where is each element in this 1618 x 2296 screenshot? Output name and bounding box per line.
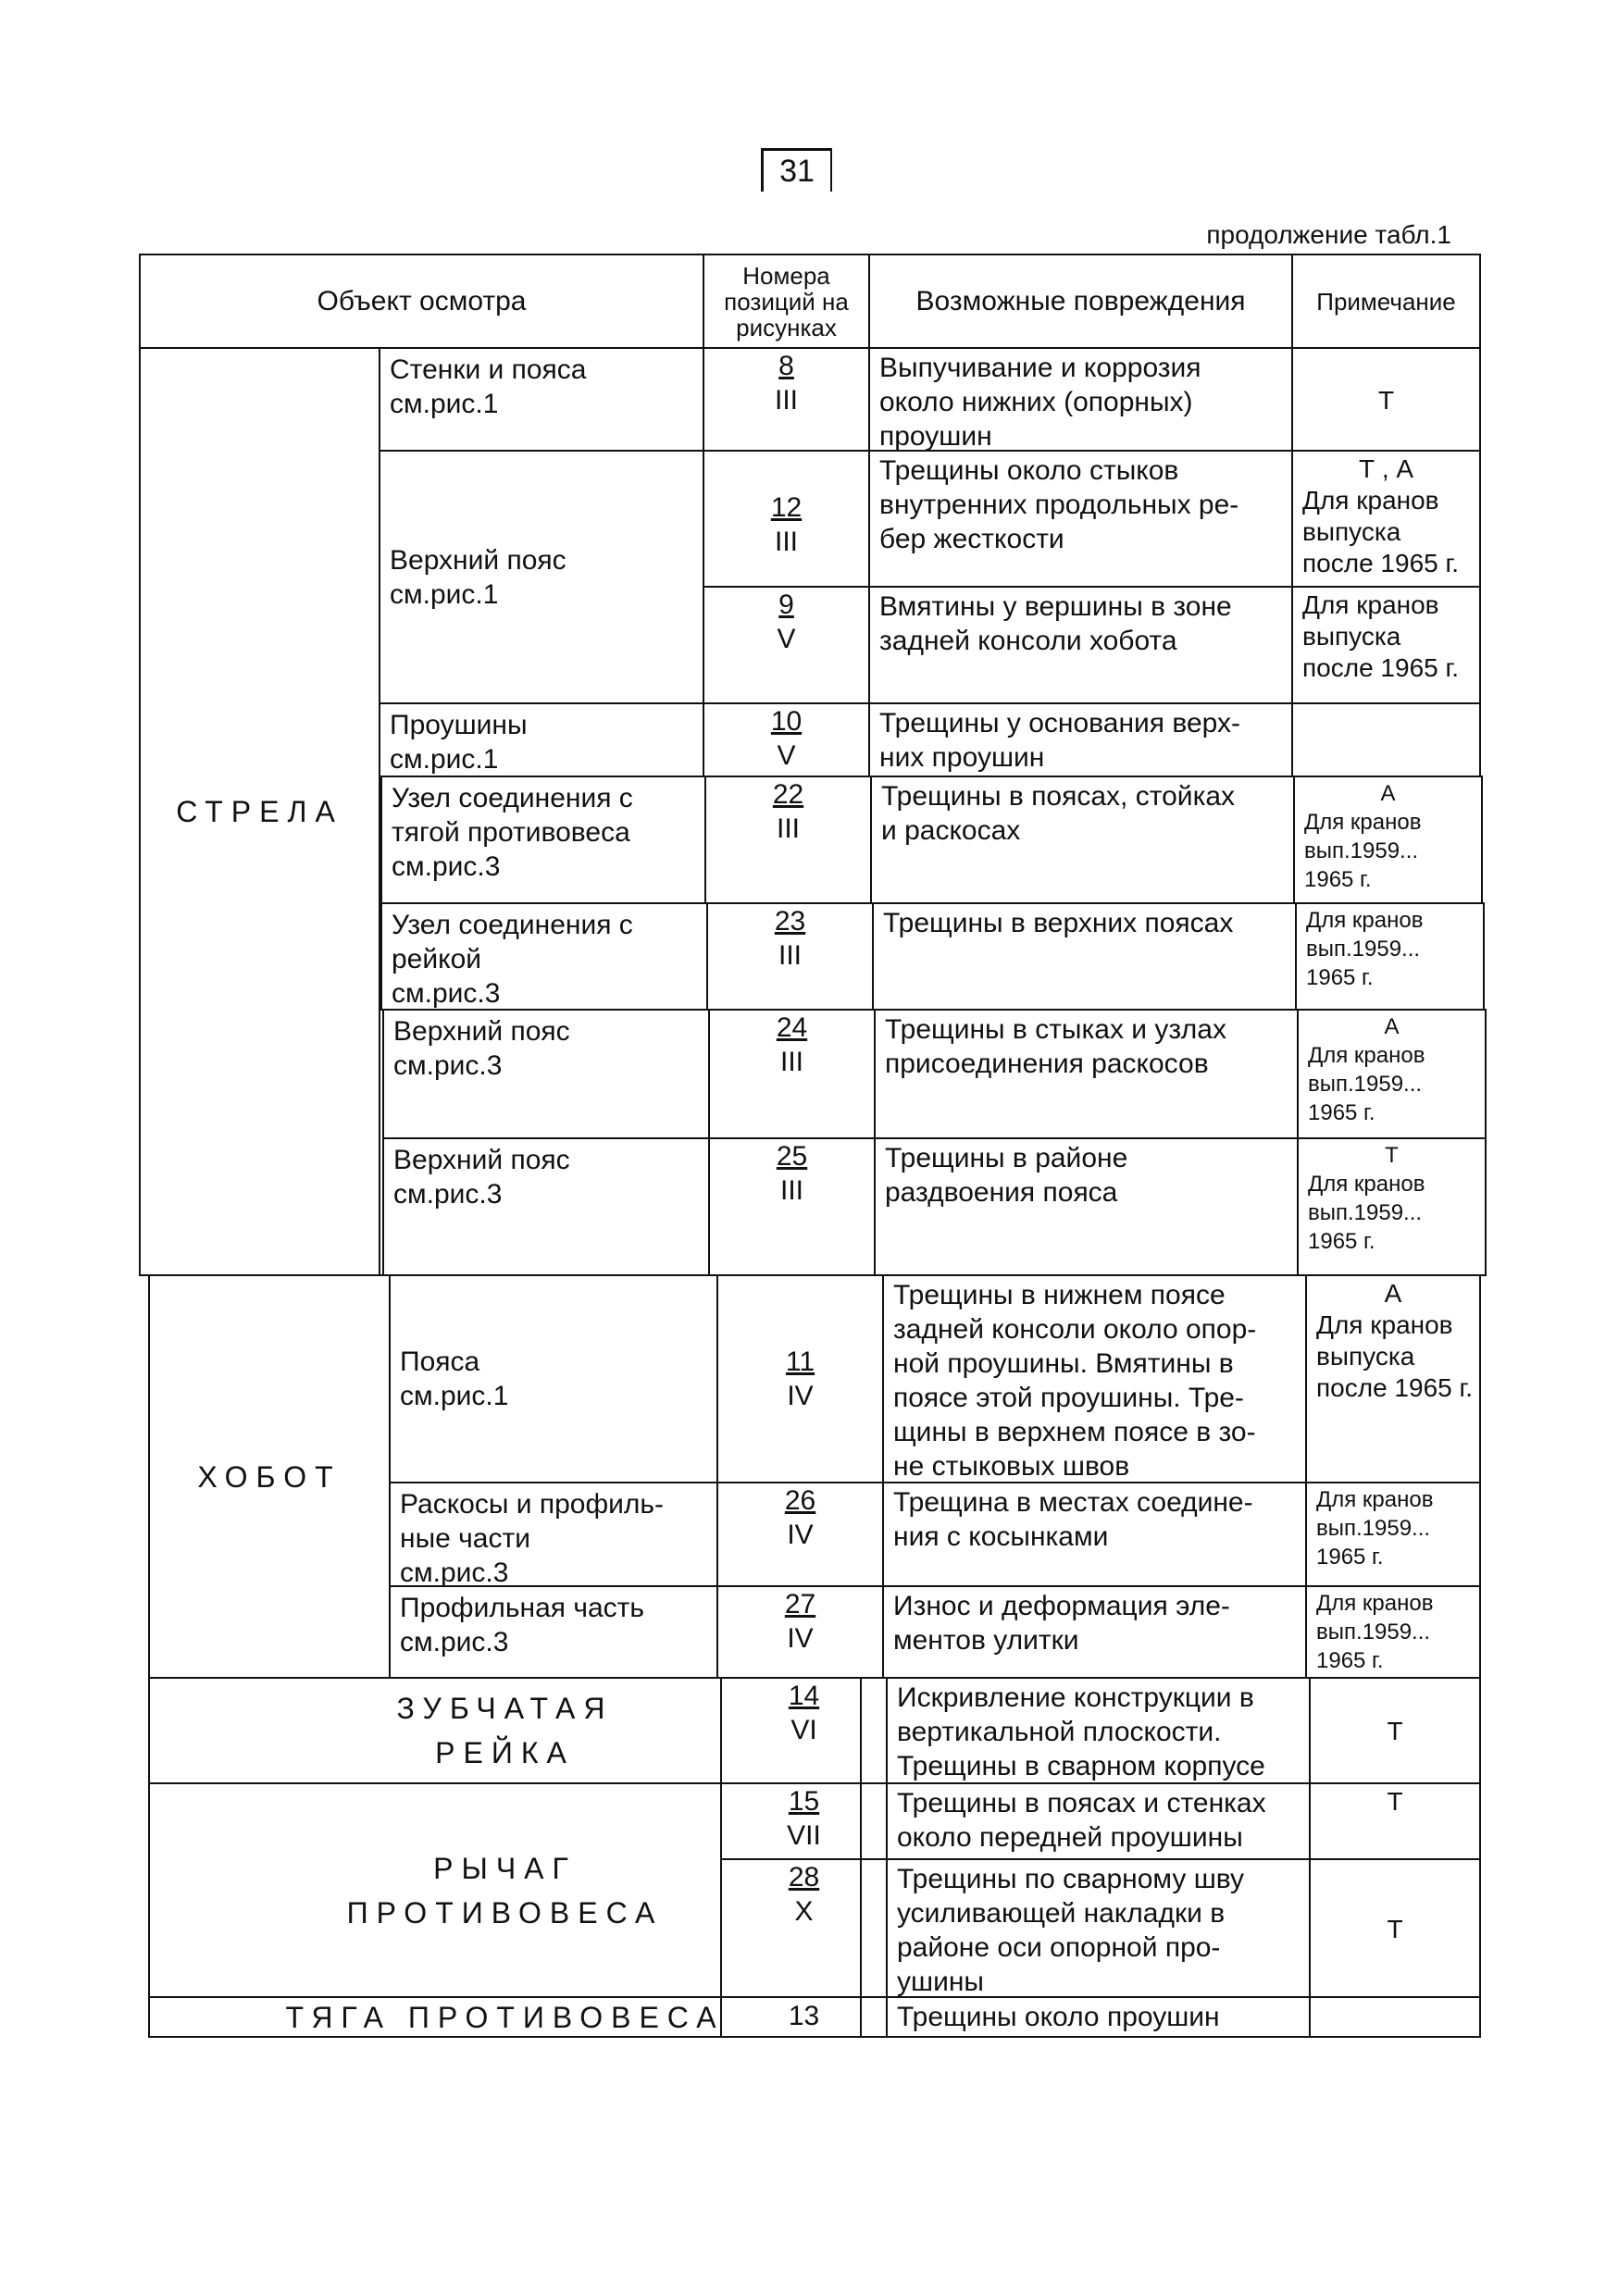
group-line: РЫЧАГ: [433, 1851, 577, 1885]
object-line: Пояса: [400, 1347, 480, 1377]
damage-line: Выпучивание и коррозия: [879, 353, 1201, 383]
note-line: А: [1384, 1014, 1400, 1039]
damage-line: около передней проушины: [897, 1822, 1243, 1853]
object-line: Профильная часть: [400, 1593, 645, 1623]
header-positions-line: рисунках: [736, 313, 837, 341]
damage-line: внутренних продольных ре-: [879, 490, 1239, 520]
figure-number: III: [774, 527, 798, 557]
note-line: 1965 г.: [1308, 1100, 1375, 1125]
note-line: после 1965 г.: [1316, 1373, 1474, 1402]
group-tyaga-protivovesa: ТЯГА ПРОТИВОВЕСА: [148, 1996, 862, 2038]
object-line: Проушины: [390, 710, 528, 740]
row-position: [716, 1482, 884, 1587]
position-number: 24: [776, 1012, 808, 1043]
object-line: см.рис.1: [390, 744, 499, 775]
row-damage: [886, 1996, 1311, 2038]
figure-number: VI: [790, 1715, 817, 1745]
object-line: рейкой: [392, 944, 482, 974]
position-number: 13: [788, 2001, 820, 2031]
damage-line: проушин: [879, 421, 992, 452]
row-damage: [868, 347, 1293, 452]
damage-line: не стыковых швов: [893, 1451, 1130, 1482]
damage-line: районе оси опорной про-: [897, 1932, 1221, 1963]
damage-line: Трещины около стыков: [879, 455, 1179, 486]
row-damage: [886, 1782, 1311, 1860]
damage-line: Трещины в поясах, стойках: [881, 781, 1236, 812]
row-object: [379, 450, 704, 704]
row-position: [708, 1137, 876, 1276]
position-number: 23: [774, 906, 806, 937]
position-number: 11: [785, 1347, 815, 1377]
figure-number: X: [794, 1896, 814, 1927]
row-position: [720, 1782, 888, 1860]
note-line: вып.1959...: [1316, 1620, 1431, 1644]
object-line: см.рис.1: [400, 1381, 509, 1411]
position-number: 12: [770, 492, 803, 523]
object-line: см.рис.3: [400, 1558, 509, 1588]
row-object: [380, 902, 708, 1011]
row-object: [380, 776, 706, 904]
damage-line: Трещины в поясах и стенках: [897, 1788, 1266, 1818]
note-line: 1965 г.: [1316, 1545, 1384, 1570]
damage-line: Трещины около проушин: [897, 2002, 1220, 2032]
header-note: Примечание: [1291, 254, 1481, 349]
row-position: [720, 1858, 888, 1998]
group-strela: СТРЕЛА: [139, 347, 380, 1276]
object-line: Верхний пояс: [393, 1016, 570, 1047]
row-note: [1297, 1137, 1487, 1276]
position-number: 15: [788, 1786, 820, 1817]
damage-line: присоединения раскосов: [885, 1049, 1209, 1079]
note-line: выпуска: [1302, 622, 1401, 651]
figure-number: III: [776, 813, 800, 844]
row-object: [379, 702, 704, 777]
note-line: Для кранов: [1316, 1310, 1453, 1339]
damage-line: Трещины в нижнем поясе: [893, 1280, 1226, 1310]
note-line: вып.1959...: [1308, 1072, 1423, 1097]
figure-number: IV: [787, 1381, 814, 1411]
row-damage: [874, 1137, 1299, 1276]
row-position: [704, 776, 872, 904]
figure-number: VII: [787, 1820, 821, 1851]
row-object: [379, 347, 704, 452]
note-line: 1965 г.: [1304, 867, 1372, 892]
row-note: [1295, 902, 1485, 1011]
position-number: 9: [778, 590, 794, 620]
row-damage: [886, 1858, 1311, 1998]
note-line: вып.1959...: [1304, 838, 1419, 863]
row-object: [382, 1009, 710, 1139]
figure-number: V: [777, 740, 796, 771]
row-object: [382, 1137, 710, 1276]
row-note: [1291, 702, 1481, 777]
damage-line: ной проушины. Вмятины в: [893, 1348, 1234, 1379]
note-line: Для кранов: [1316, 1591, 1434, 1616]
row-position: [716, 1274, 884, 1483]
object-line: тягой противовеса: [392, 817, 630, 848]
row-note: [1305, 1482, 1481, 1587]
note-line: Т: [1385, 1143, 1399, 1168]
row-damage: [872, 902, 1297, 1011]
damage-line: и раскосах: [881, 815, 1021, 846]
object-line: Узел соединения с: [392, 910, 633, 940]
damage-line: усиливающей накладки в: [897, 1898, 1226, 1929]
note-line: Для кранов: [1304, 810, 1422, 835]
position-number: 28: [788, 1862, 820, 1893]
damage-line: Трещина в местах соедине-: [893, 1487, 1253, 1518]
note-line: Для кранов: [1302, 486, 1439, 515]
note-line: вып.1959...: [1308, 1200, 1423, 1225]
damage-line: вертикальной плоскости.: [897, 1717, 1222, 1747]
position-number: 8: [778, 351, 794, 381]
row-damage: [868, 586, 1293, 704]
header-positions-line: Номера: [742, 261, 830, 290]
object-line: см.рис.3: [393, 1179, 503, 1210]
note-line: выпуска: [1316, 1342, 1415, 1371]
row-damage: [886, 1677, 1311, 1784]
object-line: Верхний пояс: [393, 1145, 570, 1175]
row-note: [1309, 1996, 1481, 2038]
row-damage: [870, 776, 1295, 904]
note-line: после 1965 г.: [1302, 653, 1460, 682]
row-note: [1291, 450, 1481, 588]
object-line: Узел соединения с: [392, 783, 633, 813]
row-note: [1305, 1274, 1481, 1483]
object-line: ные части: [400, 1523, 530, 1554]
note-line: Т: [1377, 385, 1395, 415]
position-number: 14: [788, 1681, 820, 1711]
figure-number: V: [777, 624, 796, 654]
object-line: Верхний пояс: [390, 544, 566, 576]
note-line: 1965 г.: [1308, 1229, 1375, 1254]
row-position: [708, 1009, 876, 1139]
damage-line: задней консоли хобота: [879, 626, 1177, 656]
object-line: см.рис.1: [390, 578, 499, 610]
figure-number: III: [779, 1047, 803, 1077]
row-position: [703, 702, 870, 777]
damage-line: Трещины по сварному шву: [897, 1864, 1245, 1894]
damage-line: около нижних (опорных): [879, 387, 1193, 417]
object-line: см.рис.1: [390, 389, 499, 419]
damage-line: задней консоли около опор-: [893, 1314, 1257, 1345]
row-note: [1309, 1782, 1481, 1860]
row-position: [703, 347, 870, 452]
row-damage: [882, 1274, 1307, 1483]
header-positions-line: позиций на: [724, 287, 849, 316]
figure-number: III: [779, 1175, 803, 1206]
damage-line: раздвоения пояса: [885, 1177, 1118, 1208]
row-note: [1309, 1858, 1481, 1998]
note-line: Т , А: [1358, 454, 1414, 483]
page-number: 31: [761, 148, 832, 192]
note-line: Т: [1387, 1717, 1403, 1745]
damage-line: Вмятины у вершины в зоне: [879, 591, 1232, 622]
damage-line: Искривление конструкции в: [897, 1682, 1254, 1713]
row-position: [720, 1996, 888, 2038]
note-line: А: [1384, 1279, 1402, 1308]
note-line: Для кранов: [1306, 908, 1424, 933]
object-line: см.рис.3: [400, 1627, 509, 1657]
object-line: см.рис.3: [393, 1050, 503, 1081]
damage-line: поясе этой проушины. Тре-: [893, 1383, 1244, 1413]
row-object: [389, 1585, 718, 1679]
group-line: РЕЙКА: [435, 1736, 575, 1769]
position-number: 10: [770, 706, 803, 737]
note-line: 1965 г.: [1316, 1648, 1384, 1673]
row-note: [1309, 1677, 1481, 1784]
note-line: 1965 г.: [1306, 965, 1374, 990]
row-position: [720, 1677, 888, 1784]
figure-number: III: [774, 385, 798, 416]
row-note: [1291, 347, 1481, 452]
row-damage: [882, 1482, 1307, 1587]
object-line: Стенки и пояса: [390, 354, 587, 385]
inspection-table: [139, 254, 1481, 2038]
row-note: [1291, 586, 1481, 704]
damage-line: Трещины в верхних поясах: [883, 908, 1234, 938]
damage-line: Трещины в стыках и узлах: [885, 1014, 1226, 1045]
note-line: А: [1380, 781, 1396, 806]
row-note: [1297, 1009, 1487, 1139]
row-note: [1305, 1585, 1481, 1679]
header-object: Объект осмотра: [139, 254, 704, 349]
row-damage: [882, 1585, 1307, 1679]
table-continuation-caption: продолжение табл.1: [1206, 220, 1451, 249]
note-line: Для кранов: [1308, 1043, 1425, 1068]
damage-line: щины в верхнем поясе в зо-: [893, 1417, 1256, 1447]
note-line: Т: [1387, 1914, 1403, 1943]
damage-line: Износ и деформация эле-: [893, 1591, 1230, 1621]
damage-line: ушины: [897, 1967, 984, 1997]
figure-number: IV: [787, 1520, 814, 1550]
position-number: 27: [784, 1589, 816, 1620]
position-number: 26: [784, 1485, 816, 1516]
position-number: 25: [776, 1141, 808, 1172]
row-object: [389, 1482, 718, 1587]
figure-number: IV: [787, 1623, 814, 1654]
row-position: [716, 1585, 884, 1679]
group-hobot: ХОБОТ: [148, 1274, 391, 1679]
note-line: выпуска: [1302, 517, 1401, 546]
figure-number: III: [778, 940, 802, 971]
note-line: Для кранов: [1302, 590, 1439, 619]
position-number: 22: [772, 779, 804, 810]
note-line: Для кранов: [1316, 1487, 1434, 1512]
note-line: после 1965 г.: [1302, 549, 1460, 577]
row-position: [703, 586, 870, 704]
group-line: ПРОТИВОВЕСА: [346, 1895, 664, 1930]
note-line: вып.1959...: [1316, 1516, 1431, 1541]
damage-line: них проушин: [879, 742, 1045, 773]
row-object: [389, 1274, 718, 1483]
object-line: Раскосы и профиль-: [400, 1489, 665, 1520]
note-line: вып.1959...: [1306, 937, 1421, 962]
group-line: ЗУБЧАТАЯ: [396, 1692, 614, 1725]
note-line: Для кранов: [1308, 1172, 1425, 1197]
note-line: Т: [1387, 1787, 1403, 1816]
row-position: [703, 450, 870, 588]
damage-line: ментов улитки: [893, 1625, 1079, 1656]
header-damage: Возможные повреждения: [868, 254, 1293, 349]
damage-line: бер жесткости: [879, 524, 1064, 554]
row-damage: [874, 1009, 1299, 1139]
damage-line: Трещины в сварном корпусе: [897, 1751, 1265, 1781]
damage-line: ния с косынками: [893, 1521, 1109, 1552]
header-positions: [703, 254, 870, 349]
object-line: см.рис.3: [392, 978, 501, 1009]
object-line: см.рис.3: [392, 851, 501, 882]
row-position: [706, 902, 874, 1011]
row-damage: [868, 702, 1293, 777]
row-note: [1293, 776, 1483, 904]
damage-line: Трещины в районе: [885, 1143, 1128, 1173]
damage-line: Трещины у основания верх-: [879, 708, 1240, 738]
row-damage: [868, 450, 1293, 588]
